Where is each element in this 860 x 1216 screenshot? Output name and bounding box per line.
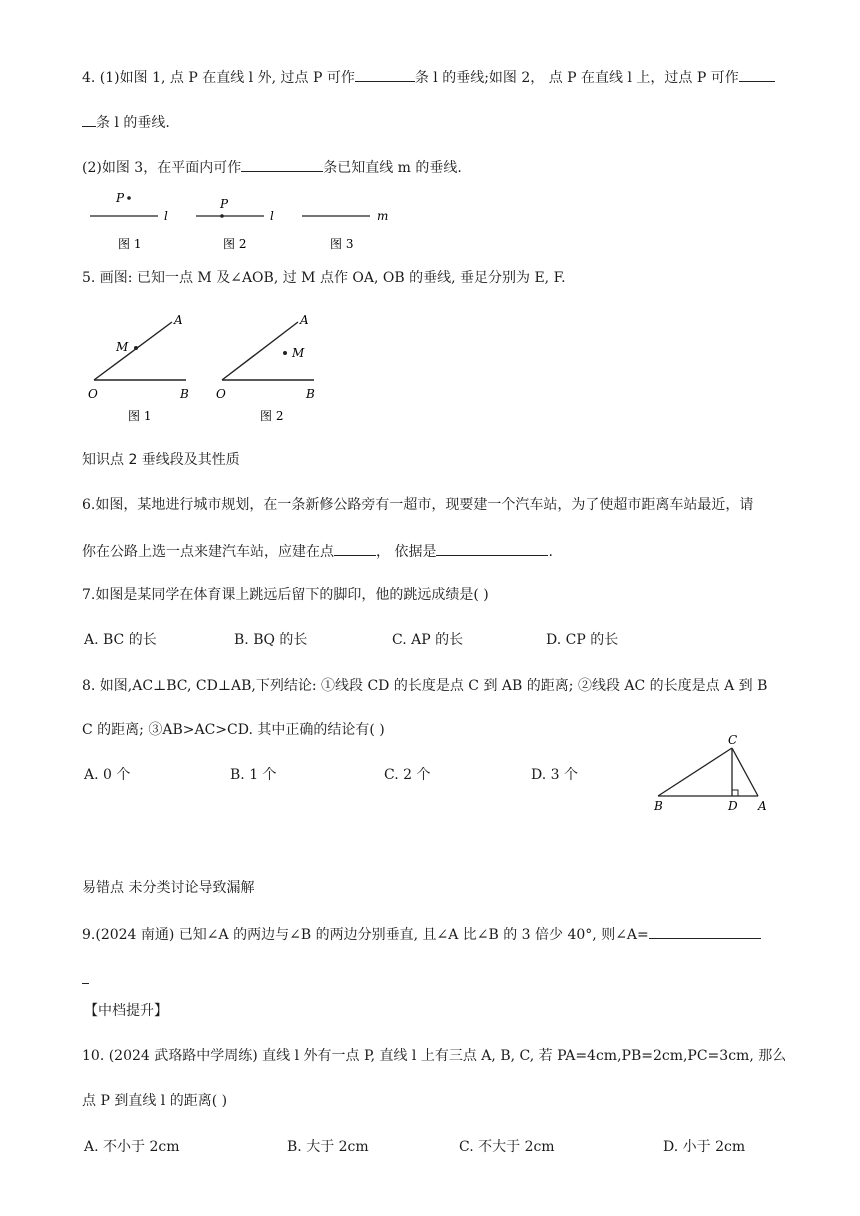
q8-option-b: B. 1 个 [230,767,277,783]
fig1-point-m [134,346,138,350]
fig1-point-p-label: P [116,191,125,205]
q8-option-c: C. 2 个 [384,767,431,783]
fig2-caption: 图 2 [223,237,247,251]
q4-blank-2a [739,68,775,82]
q4-text-b: 条 l 的垂线;如图 2， 点 P 在直线 l 上，过点 P 可作 [414,70,739,86]
fig2-label-o: O [216,387,226,401]
q6-blank-1 [334,542,376,556]
q7-option-b: B. BQ 的长 [234,632,308,648]
q9-line [82,925,761,943]
q10-line1: 10. (2024 武珞路中学周练) 直线 l 外有一点 P, 直线 l 上有三点 A, B, C, 若 PA=4cm,PB=2cm,PC=3cm, 那么 [82,1048,787,1064]
fig-row2-caption-1: 图 1 [128,409,152,423]
fig1-label-a: A [174,313,183,327]
label-b: B [654,799,663,813]
q4-blank-2b [82,113,96,127]
segment-ca [732,748,758,796]
q6-line2 [82,542,553,560]
q8-triangle-figure [648,730,778,814]
section-title-2: 知识点 2 垂线段及其性质 [82,452,240,468]
fig2-point-p-label: P [220,197,229,211]
q10-line2: 点 P 到直线 l 的距离( ) [82,1093,228,1109]
fig1-label-o: O [88,387,98,401]
q9-blank [649,925,761,939]
q6-blank-2 [436,542,548,556]
q4-part2 [82,158,462,176]
q4-part2-text-a: (2)如图 3，在平面内可作 [82,160,242,176]
q4-line1 [82,68,775,86]
fig2-line-l-label: l [270,209,274,223]
section-title-3: 易错点 未分类讨论导致漏解 [82,880,255,896]
q6-line1: 6.如图，某地进行城市规划，在一条新修公路旁有一超市，现要建一个汽车站，为了使超市距离车站最近，请 [82,497,754,513]
figure-row-2 [80,308,340,428]
q4-part2-text-b: 条已知直线 m 的垂线. [323,160,462,176]
q10-option-b: B. 大于 2cm [287,1139,369,1155]
fig2-label-a: A [300,313,309,327]
q8-option-d: D. 3 个 [531,767,578,783]
q4-blank-1 [355,68,415,82]
fig2-label-b: B [306,387,315,401]
fig1-label-b: B [180,387,189,401]
q10-option-c: C. 不大于 2cm [459,1139,555,1155]
q9-blank-cont [82,970,89,984]
fig1-ray-oa [94,322,172,380]
q5-text: 5. 画图: 已知一点 M 及∠AOB, 过 M 点作 OA, OB 的垂线, 垂足分别为 E, F. [82,270,566,286]
section-title-4: 【中档提升】 [84,1003,168,1019]
segment-bc [658,748,732,796]
label-a: A [758,799,767,813]
fig2-point-m [283,351,287,355]
q4-line2 [82,113,170,131]
fig1-caption: 图 1 [118,237,142,251]
label-d: D [728,799,738,813]
q7-option-a: A. BC 的长 [84,632,157,648]
q9-line2 [82,970,89,988]
q8-option-a: A. 0 个 [84,767,131,783]
fig1-line-l-label: l [164,209,168,223]
q9-text: 9.(2024 南通) 已知∠A 的两边与∠B 的两边分别垂直, 且∠A 比∠B 的 3 倍少 40°, 则∠A= [82,927,649,943]
label-c: C [728,733,738,747]
q4-blank-3 [241,158,323,172]
fig1-point-p [127,196,131,200]
q7-option-c: C. AP 的长 [392,632,464,648]
q7-text: 7.如图是某同学在体育课上跳远后留下的脚印，他的跳远成绩是( ) [82,587,489,603]
fig2-ray-oa [222,322,298,380]
fig-row2-caption-2: 图 2 [260,409,284,423]
figure-row-1 [80,186,400,256]
q8-line2: C 的距离; ③AB>AC>CD. 其中正确的结论有( ) [82,722,385,738]
right-angle-mark [732,790,738,796]
fig2-label-m: M [292,346,305,360]
fig1-label-m: M [116,340,129,354]
q7-option-d: D. CP 的长 [546,632,619,648]
q10-option-a: A. 不小于 2cm [84,1139,180,1155]
q8-line1: 8. 如图,AC⊥BC, CD⊥AB,下列结论: ①线段 CD 的长度是点 C 到 AB 的距离; ②线段 AC 的长度是点 A 到 B [82,678,768,694]
q4-text-a: 4. (1)如图 1, 点 P 在直线 l 外, 过点 P 可作 [82,70,355,86]
fig3-caption: 图 3 [330,237,354,251]
q6-text-b: ， 依据是 [376,544,437,560]
q6-text-a: 你在公路上选一点来建汽车站，应建在点 [82,544,334,560]
q6-text-c: . [548,544,553,560]
q10-option-d: D. 小于 2cm [663,1139,746,1155]
q4-text-c: 条 l 的垂线. [96,115,170,131]
fig3-line-m-label: m [377,209,389,223]
